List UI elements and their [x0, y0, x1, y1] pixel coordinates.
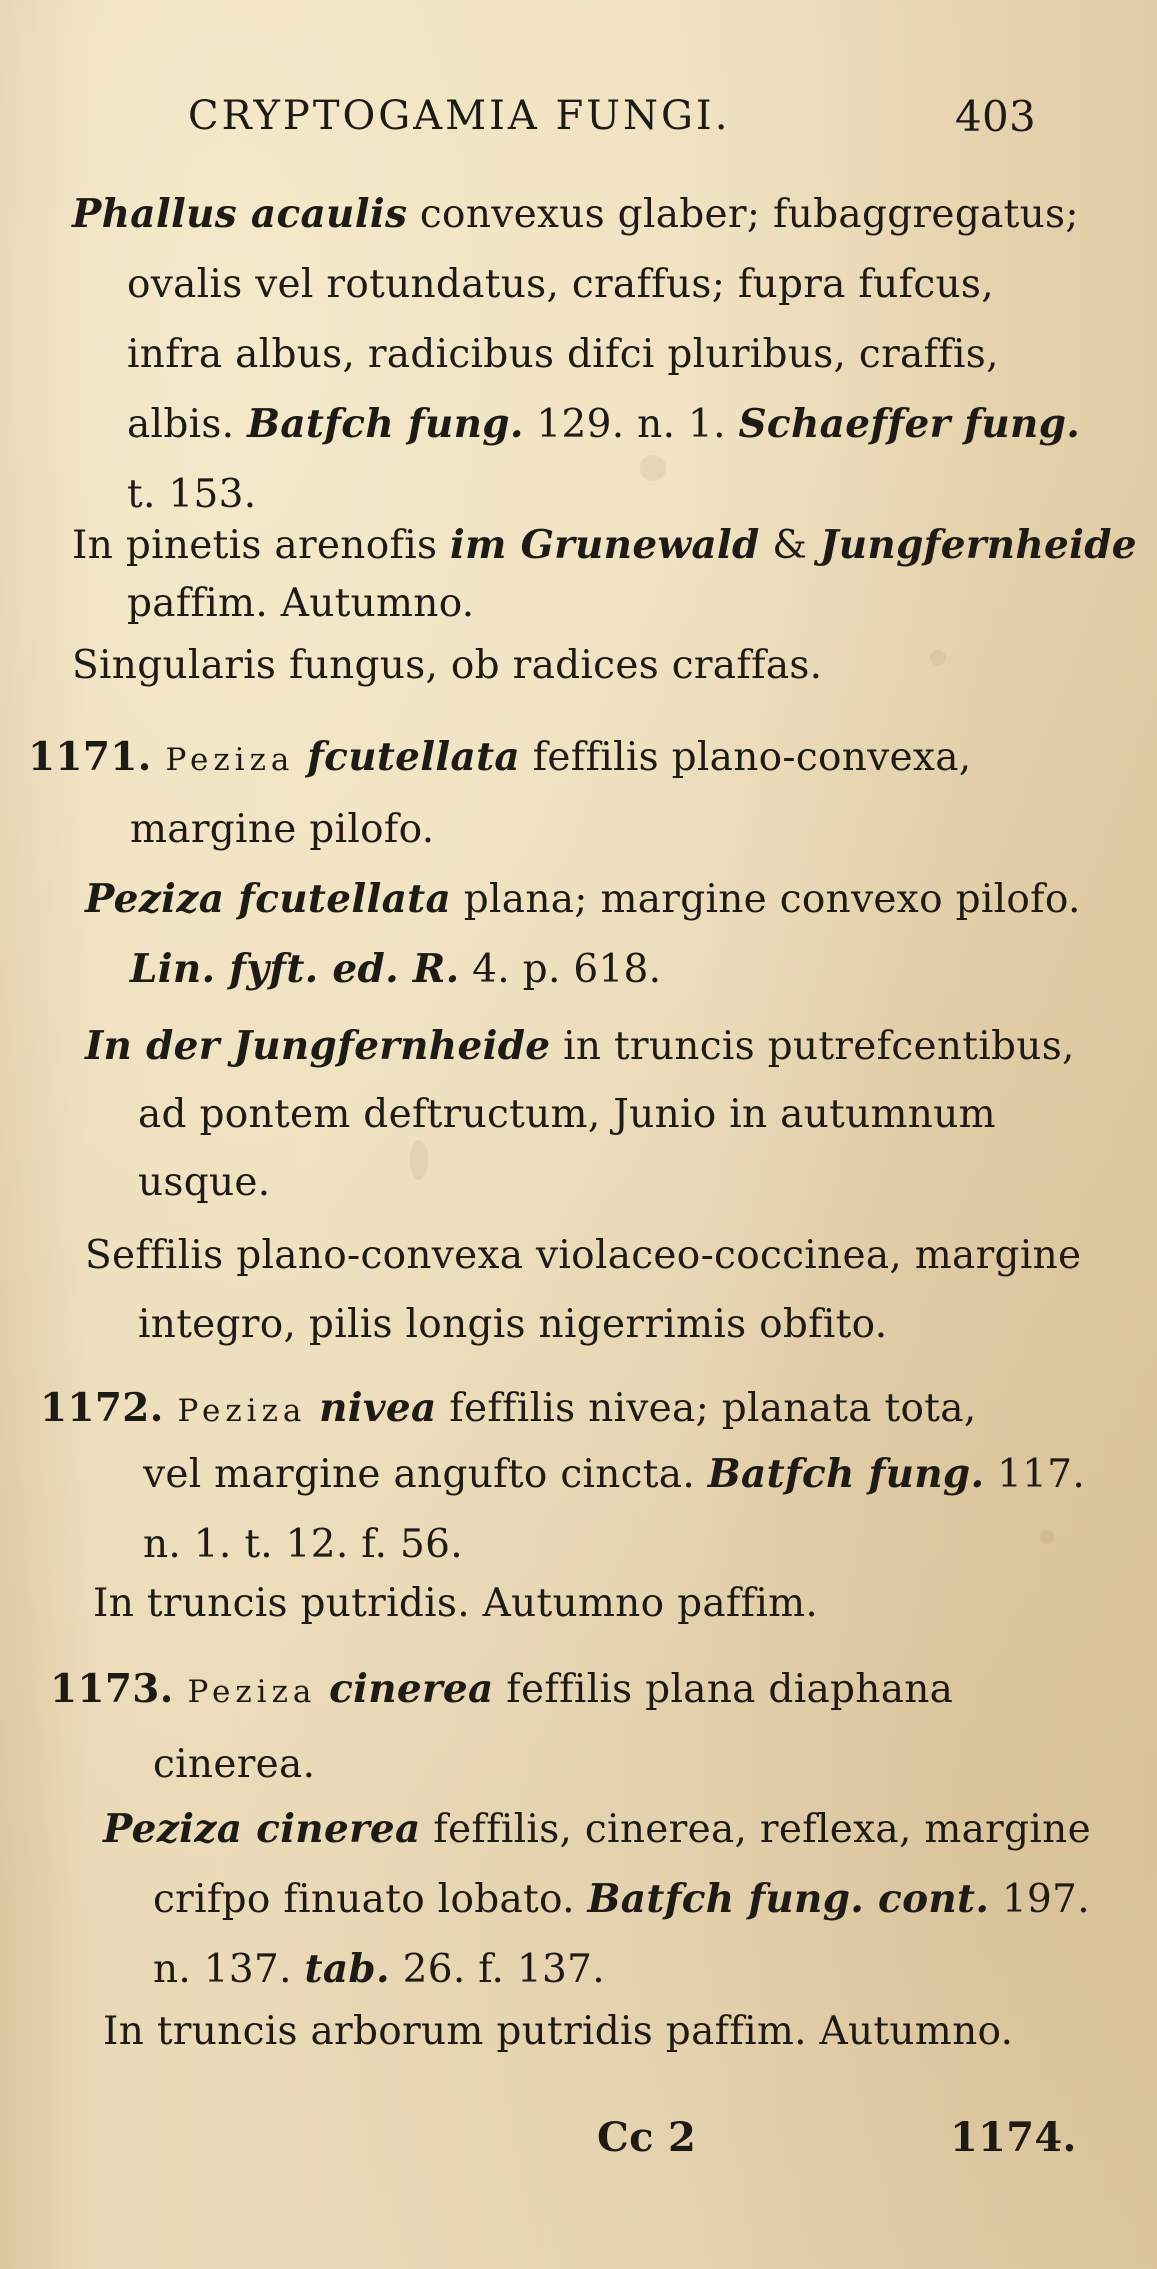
text-line: [28, 734, 972, 780]
entry-number: 1173.: [50, 1666, 188, 1712]
text-line: [103, 1806, 1091, 1852]
text-segment: albis.: [127, 402, 248, 447]
entry-number: 1172.: [40, 1385, 178, 1431]
text-segment: ovalis vel rotundatus, craffus; fupra fufcus,: [127, 262, 994, 307]
text-segment: 129. n. 1.: [523, 402, 739, 447]
text-segment: ad pontem deftructum, Junio in autumnum: [138, 1092, 996, 1137]
text-segment: cinerea.: [153, 1742, 316, 1787]
text-segment: n. 1. t. 12. f. 56.: [143, 1522, 463, 1567]
italic-text: fcutellata: [307, 734, 520, 780]
text-line: [130, 946, 662, 992]
text-segment: plana; margine convexo pilofo.: [451, 877, 1081, 922]
text-segment: convexus glaber; fubaggregatus;: [407, 192, 1079, 237]
italic-text: Peziza fcutellata: [85, 876, 452, 922]
text-segment: n. 137.: [153, 1947, 305, 1992]
text-line: [72, 643, 823, 688]
text-line: [85, 876, 1081, 922]
text-segment: integro, pilis longis nigerrimis obfito.: [138, 1302, 888, 1347]
italic-text: tab.: [304, 1946, 390, 1992]
italic-text: Batfch fung.: [707, 1451, 985, 1497]
foxing-spot: [640, 455, 666, 481]
genus-name: Peziza: [187, 1674, 317, 1710]
text-line: [127, 581, 475, 626]
text-segment: vel margine angufto cincta.: [143, 1452, 708, 1497]
entry-number: 1171.: [28, 734, 166, 780]
text-segment: In truncis arborum putridis paffim. Autumno.: [103, 2009, 1014, 2054]
text-segment: Seffilis plano-convexa violaceo-coccinea, margine: [85, 1233, 1082, 1278]
genus-name: Peziza: [165, 742, 295, 778]
text-segment: [316, 1667, 329, 1712]
italic-text: Peziza cinerea: [103, 1806, 421, 1852]
text-line: [138, 1092, 996, 1137]
text-segment: Singularis fungus, ob radices craffas.: [72, 643, 823, 688]
text-segment: 117.: [984, 1452, 1086, 1497]
running-header-title: CRYPTOGAMIA FUNGI.: [188, 93, 731, 139]
text-segment: feffilis plana diaphana: [493, 1667, 954, 1712]
text-line: [143, 1451, 1086, 1497]
text-segment: 26. f. 137.: [389, 1947, 605, 1992]
text-line: [143, 1522, 463, 1567]
italic-text: Batfch fung. cont.: [587, 1876, 990, 1922]
text-segment: usque.: [138, 1160, 271, 1205]
text-segment: t. 153.: [127, 472, 257, 517]
text-segment: infra albus, radicibus difci pluribus, craffis,: [127, 332, 999, 377]
text-line: [127, 401, 1081, 447]
italic-text: cinerea: [329, 1666, 494, 1712]
text-line: [153, 1876, 1090, 1922]
text-segment: crifpo finuato lobato.: [153, 1877, 588, 1922]
italic-text: im Grunewald: [450, 522, 760, 568]
catchword: 1174.: [950, 2114, 1077, 2161]
italic-text: In der Jungfernheide: [85, 1023, 551, 1069]
foxing-spot: [410, 1140, 428, 1180]
text-segment: feffilis plano-convexa,: [520, 735, 972, 780]
text-line: [72, 191, 1079, 237]
italic-text: Batfch fung.: [247, 401, 524, 447]
text-line: [85, 1233, 1082, 1278]
text-line: [127, 472, 257, 517]
italic-text: Lin. fyft. ed. R.: [130, 946, 460, 992]
text-segment: feffilis, cinerea, reflexa, margine: [420, 1807, 1091, 1852]
text-line: [153, 1946, 605, 1992]
text-segment: 4. p. 618.: [459, 947, 662, 992]
italic-text: Jungfernheide: [820, 522, 1137, 568]
foxing-spot: [1040, 1530, 1054, 1544]
text-line: [138, 1302, 888, 1347]
text-segment: feffilis nivea; planata tota,: [436, 1386, 977, 1431]
text-line: [127, 262, 994, 307]
text-segment: &: [759, 523, 821, 568]
genus-name: Peziza: [177, 1393, 307, 1429]
signature-mark: Cc 2: [597, 2114, 697, 2161]
italic-text: nivea: [319, 1385, 437, 1431]
page-number: 403: [955, 92, 1037, 141]
foxing-spot: [930, 650, 946, 666]
text-line: [138, 1160, 271, 1205]
italic-text: Phallus acaulis: [72, 191, 408, 237]
text-line: [153, 1742, 316, 1787]
text-segment: [306, 1386, 319, 1431]
text-segment: 197.: [989, 1877, 1090, 1922]
text-line: [50, 1666, 954, 1712]
text-line: [127, 332, 999, 377]
text-segment: in truncis putrefcentibus,: [550, 1024, 1075, 1069]
text-line: [130, 807, 435, 852]
italic-text: Schaeffer fung.: [738, 401, 1081, 447]
text-line: [103, 2009, 1014, 2054]
text-line: [85, 1023, 1075, 1069]
text-segment: margine pilofo.: [130, 807, 435, 852]
text-segment: [294, 735, 307, 780]
text-line: [93, 1581, 819, 1626]
text-segment: paffim. Autumno.: [127, 581, 475, 626]
text-segment: In truncis putridis. Autumno paffim.: [93, 1581, 819, 1626]
text-segment: In pinetis arenofis: [72, 523, 451, 568]
text-line: [72, 522, 1137, 568]
text-line: [40, 1385, 977, 1431]
